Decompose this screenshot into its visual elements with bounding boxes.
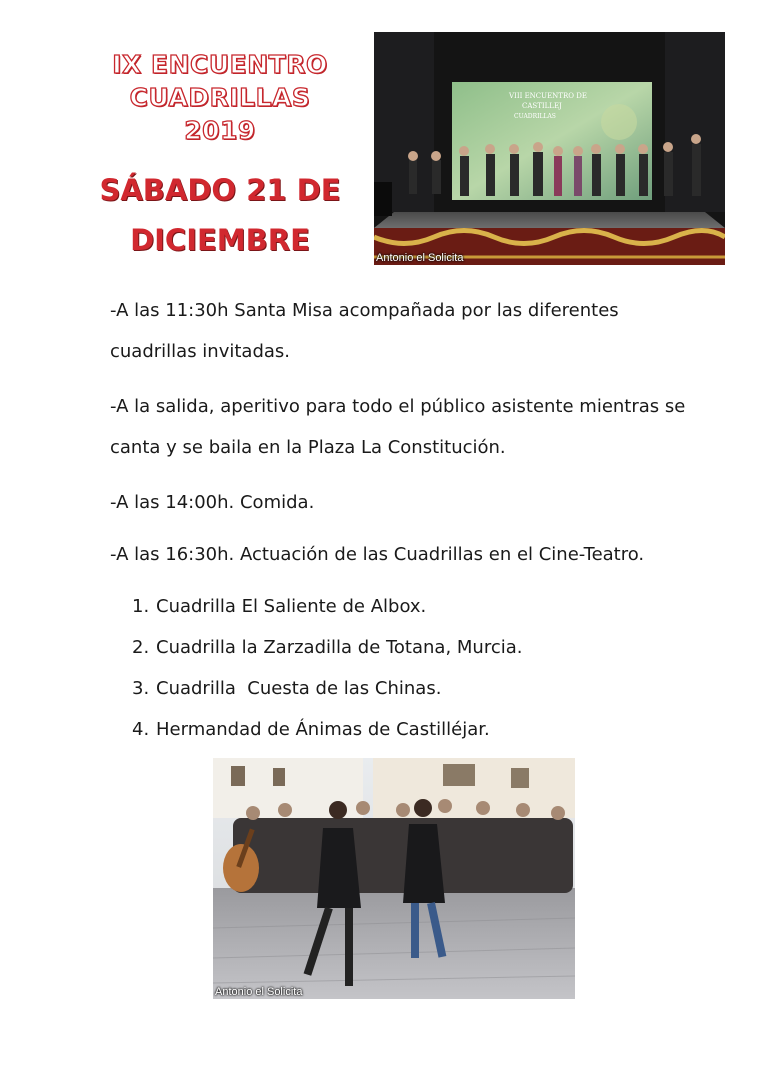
list-item <box>110 668 710 709</box>
event-date-line-1: SÁBADO 21 DE <box>99 173 341 207</box>
list-item-text: Hermandad de Ánimas de Castilléjar. <box>156 719 490 740</box>
list-item <box>110 709 710 750</box>
list-number: 3. <box>132 678 150 699</box>
list-item <box>110 586 710 627</box>
schedule-item-aperitivo: -A la salida, aperitivo para todo el público asistente mientras se canta y se baila en la Plaza La Constitución. <box>110 396 686 458</box>
plaza-photo-image <box>213 758 575 999</box>
schedule-item-actuacion: -A las 16:30h. Actuación de las Cuadrillas en el Cine-Teatro. <box>110 544 645 565</box>
event-title-line-1: IX ENCUENTRO <box>112 50 328 79</box>
cuadrillas-list <box>110 586 710 750</box>
event-title-line-2: CUADRILLAS 2019 <box>129 83 311 145</box>
event-date-line-2: DICIEMBRE <box>130 223 310 257</box>
stage-banner-text-2: CASTILLEJ <box>522 102 562 110</box>
stage-photo-credit: Antonio el Solicita <box>376 252 464 264</box>
list-number: 2. <box>132 637 150 658</box>
list-number: 1. <box>132 596 150 617</box>
event-title-block <box>90 48 350 265</box>
list-item <box>110 627 710 668</box>
stage-photo <box>374 32 725 265</box>
list-item-text: Cuadrilla El Saliente de Albox. <box>156 596 427 617</box>
stage-photo-image <box>374 32 725 265</box>
stage-banner-text-1: VIII ENCUENTRO DE <box>509 92 587 100</box>
schedule-item-mass: -A las 11:30h Santa Misa acompañada por las diferentes cuadrillas invitadas. <box>110 300 619 362</box>
schedule-item-comida: -A las 14:00h. Comida. <box>110 492 315 513</box>
stage-banner-text-3: CUADRILLAS <box>514 113 556 120</box>
list-item-text: Cuadrilla Cuesta de las Chinas. <box>156 678 442 699</box>
list-item-text: Cuadrilla la Zarzadilla de Totana, Murcia. <box>156 637 523 658</box>
event-date-block <box>90 165 350 265</box>
plaza-photo-credit: Antonio el Solicita <box>215 986 303 998</box>
schedule-section <box>110 290 710 750</box>
list-number: 4. <box>132 719 150 740</box>
plaza-photo <box>213 758 575 999</box>
